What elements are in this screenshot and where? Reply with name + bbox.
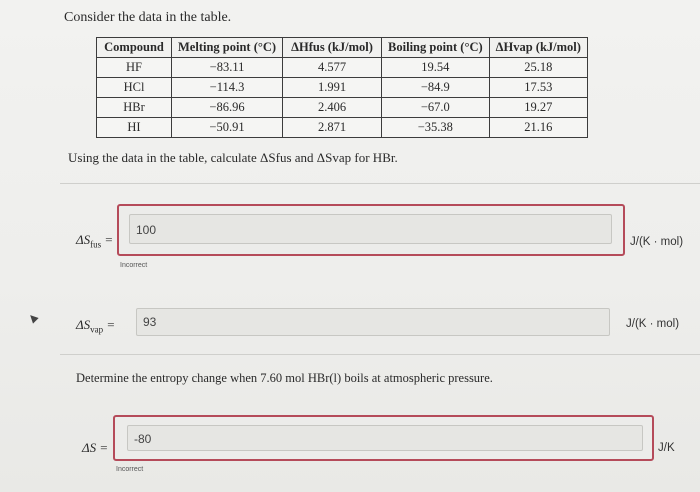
prompt-text: Consider the data in the table. [64,10,232,25]
entropy-equals: = [99,440,109,455]
cell-hfus: 2.406 [283,98,382,118]
header-hvap: ΔHvap (kJ/mol) [489,38,587,58]
cell-compound: HI [97,118,172,138]
data-table [96,37,588,138]
vap-label-main: ΔS [76,317,91,332]
cell-boiling-point: −35.38 [382,118,490,138]
table-row [97,98,588,118]
vap-answer-input[interactable]: 93 [136,308,610,336]
vap-label [76,317,115,335]
entropy-label-main: ΔS [82,440,97,455]
table-header-row [97,38,588,58]
cell-hvap: 19.27 [489,98,587,118]
cell-melting-point: −86.96 [172,98,283,118]
vap-label-sub: vap [90,324,104,335]
cell-hvap: 17.53 [489,78,587,98]
cell-boiling-point: −67.0 [382,98,490,118]
cell-hfus: 4.577 [283,58,382,78]
cell-compound: HF [97,58,172,78]
table-row [97,118,588,138]
header-melting-point: Melting point (°C) [172,38,283,58]
entropy-feedback: Incorrect [116,466,144,473]
entropy-answer-container [113,415,654,461]
header-compound: Compound [97,38,172,58]
fus-answer-input[interactable]: 100 [129,214,612,244]
fus-answer-container [117,204,625,256]
entropy-unit: J/K [658,442,675,454]
fus-label-main: ΔS [76,232,91,247]
cell-boiling-point: 19.54 [382,58,490,78]
cell-hvap: 21.16 [489,118,587,138]
fus-equals: = [104,232,114,247]
entropy-answer-input[interactable]: -80 [127,425,643,451]
fus-unit: J/(K · mol) [630,236,684,248]
fus-label-sub: fus [90,239,102,250]
cell-hvap: 25.18 [489,58,587,78]
section-divider [60,183,700,184]
cell-compound: HCl [97,78,172,98]
table-row [97,78,588,98]
vap-equals: = [106,317,116,332]
fus-label [76,232,113,250]
vap-unit: J/(K · mol) [626,318,680,330]
fus-feedback: Incorrect [120,262,148,269]
cell-hfus: 2.871 [283,118,382,138]
cell-compound: HBr [97,98,172,118]
cell-melting-point: −50.91 [172,118,283,138]
cell-boiling-point: −84.9 [382,78,490,98]
cell-melting-point: −114.3 [172,78,283,98]
header-boiling-point: Boiling point (°C) [382,38,490,58]
entropy-question-text: Determine the entropy change when 7.60 mol HBr(l) boils at atmospheric pressure. [76,371,493,385]
instruction-text: Using the data in the table, calculate ΔSfus and ΔSvap for HBr. [68,150,398,165]
header-hfus: ΔHfus (kJ/mol) [283,38,382,58]
table-row [97,58,588,78]
section-divider [60,354,700,355]
cell-hfus: 1.991 [283,78,382,98]
entropy-label [82,440,108,456]
cell-melting-point: −83.11 [172,58,283,78]
mouse-cursor-icon [27,312,38,323]
